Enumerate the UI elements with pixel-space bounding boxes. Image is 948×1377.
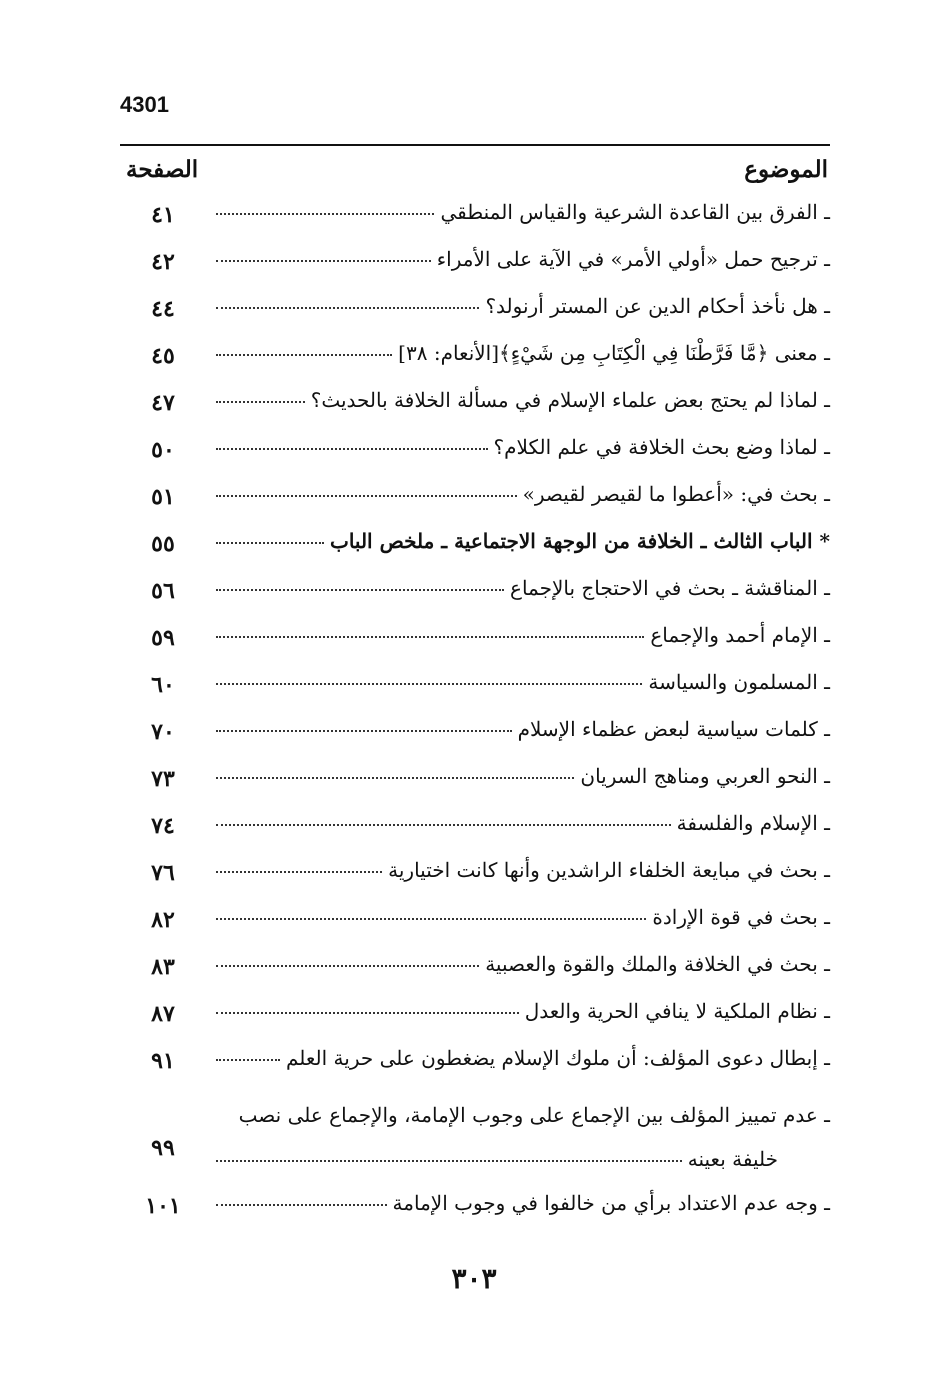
toc-row xyxy=(0,995,948,1042)
page-number: ٣٠٣ xyxy=(451,1262,497,1295)
toc-list xyxy=(0,196,948,1234)
leader-dots xyxy=(216,213,434,215)
toc-entry-text-line2: خليفة بعينه xyxy=(687,1147,778,1171)
toc-entry xyxy=(210,811,830,835)
toc-row xyxy=(0,948,948,995)
toc-page-number: ٤٢ xyxy=(151,249,175,275)
toc-entry xyxy=(210,529,830,553)
toc-entry xyxy=(210,388,830,412)
leader-dots xyxy=(216,354,392,356)
toc-entry xyxy=(210,294,830,318)
toc-page-number: ٤٤ xyxy=(151,296,175,322)
toc-entry xyxy=(210,576,830,600)
toc-row xyxy=(0,1187,948,1234)
leader-dots xyxy=(216,918,646,920)
leader-dots xyxy=(216,307,479,309)
toc-page-number: ٥٠ xyxy=(151,437,175,463)
toc-page-number: ٨٧ xyxy=(151,1001,175,1027)
toc-entry-text: ـ الفرق بين القاعدة الشرعية والقياس المنطقي xyxy=(440,200,830,224)
toc-entry-text: ـ المناقشة ـ بحث في الاحتجاج بالإجماع xyxy=(510,576,830,600)
toc-page-number: ٧٦ xyxy=(151,860,175,886)
toc-page-number: ٨٢ xyxy=(151,907,175,933)
toc-page-number: ٩٩ xyxy=(151,1135,175,1161)
toc-page-number: ٧٠ xyxy=(151,719,175,745)
leader-dots xyxy=(216,495,517,497)
toc-entry xyxy=(210,623,830,647)
toc-entry xyxy=(210,435,830,459)
toc-entry xyxy=(210,341,830,365)
toc-entry xyxy=(210,999,830,1023)
toc-entry-text: ـ المسلمون والسياسة xyxy=(648,670,830,694)
leader-dots xyxy=(216,1012,519,1014)
toc-entry-text: ـ بحث في الخلافة والملك والقوة والعصبية xyxy=(485,952,830,976)
leader-dots xyxy=(216,777,574,779)
toc-entry-text: ـ كلمات سياسية لبعض عظماء الإسلام xyxy=(517,717,830,741)
toc-row xyxy=(0,760,948,807)
toc-entry xyxy=(210,200,830,224)
toc-page-number: ٥٥ xyxy=(151,531,175,557)
toc-page-number: ٤٧ xyxy=(151,390,175,416)
toc-entry-text-line1: ـ عدم تمييز المؤلف بين الإجماع على وجوب الإمامة، والإجماع على نصب xyxy=(238,1103,830,1127)
toc-page-number: ٨٣ xyxy=(151,954,175,980)
toc-row xyxy=(0,525,948,572)
page-id: 4301 xyxy=(120,92,169,117)
leader-dots xyxy=(216,683,642,685)
toc-page-number: ٩١ xyxy=(151,1048,175,1074)
toc-entry-text: ـ النحو العربي ومناهج السريان xyxy=(580,764,830,788)
header-topic: الموضوع xyxy=(744,156,828,183)
toc-entry xyxy=(210,905,830,929)
toc-entry-text: ـ لماذا لم يحتج بعض علماء الإسلام في مسألة الخلافة بالحديث؟ xyxy=(310,388,830,412)
leader-dots xyxy=(216,730,512,732)
leader-dots xyxy=(216,260,431,262)
toc-row xyxy=(0,713,948,760)
toc-page-number: ٤١ xyxy=(151,202,175,228)
toc-entry xyxy=(210,1191,830,1215)
toc-row xyxy=(0,854,948,901)
header-rule xyxy=(120,144,830,146)
toc-row xyxy=(0,431,948,478)
toc-entry-text: ـ الإسلام والفلسفة xyxy=(676,811,830,835)
toc-row xyxy=(0,666,948,713)
toc-entry xyxy=(210,952,830,976)
toc-entry xyxy=(210,717,830,741)
toc-entry-text: ـ بحث في: «أعطوا ما لقيصر لقيصر» xyxy=(522,482,830,506)
toc-page-number: ٤٥ xyxy=(151,343,175,369)
leader-dots xyxy=(216,1160,682,1162)
toc-entry xyxy=(210,247,830,271)
toc-page-number: ٦٠ xyxy=(151,672,175,698)
toc-page-number: ٥٦ xyxy=(151,578,175,604)
toc-row xyxy=(0,807,948,854)
toc-entry xyxy=(210,764,830,788)
leader-dots xyxy=(216,1059,280,1061)
leader-dots xyxy=(216,401,305,403)
leader-dots xyxy=(216,965,479,967)
toc-row xyxy=(0,384,948,431)
leader-dots xyxy=(216,824,671,826)
toc-page-number: ٧٤ xyxy=(151,813,175,839)
toc-row xyxy=(0,1089,948,1187)
toc-row xyxy=(0,901,948,948)
toc-page-number: ٧٣ xyxy=(151,766,175,792)
toc-row xyxy=(0,478,948,525)
toc-page-number: ٥٩ xyxy=(151,625,175,651)
toc-entry xyxy=(210,858,830,882)
toc-entry-text: ـ بحث في قوة الإرادة xyxy=(652,905,830,929)
header-page: الصفحة xyxy=(126,156,199,183)
leader-dots xyxy=(216,871,382,873)
toc-entry xyxy=(210,482,830,506)
leader-dots xyxy=(216,636,644,638)
toc-entry-text: ـ نظام الملكية لا ينافي الحرية والعدل xyxy=(524,999,830,1023)
toc-entry-text: ـ ترجيح حمل «أولي الأمر» في الآية على الأمراء xyxy=(436,247,830,271)
toc-row xyxy=(0,243,948,290)
toc-entry-text: * الباب الثالث ـ الخلافة من الوجهة الاجتماعية ـ ملخص الباب xyxy=(330,529,830,553)
leader-dots xyxy=(216,1204,387,1206)
toc-entry-text: ـ لماذا وضع بحث الخلافة في علم الكلام؟ xyxy=(493,435,830,459)
toc-row xyxy=(0,290,948,337)
toc-entry-text: ـ بحث في مبايعة الخلفاء الراشدين وأنها كانت اختيارية xyxy=(388,858,830,882)
toc-row xyxy=(0,196,948,243)
toc-entry-text: ـ الإمام أحمد والإجماع xyxy=(650,623,830,647)
leader-dots xyxy=(216,589,504,591)
toc-row xyxy=(0,572,948,619)
leader-dots xyxy=(216,448,488,450)
toc-entry xyxy=(210,1093,830,1181)
toc-entry-text: ـ وجه عدم الاعتداد برأي من خالفوا في وجوب الإمامة xyxy=(392,1191,830,1215)
toc-page-number: ١٠١ xyxy=(145,1193,181,1219)
toc-row xyxy=(0,1042,948,1089)
toc-row xyxy=(0,619,948,666)
toc-entry-text: ـ هل نأخذ أحكام الدين عن المستر أرنولد؟ xyxy=(485,294,830,318)
toc-entry-text: ـ إبطال دعوى المؤلف: أن ملوك الإسلام يضغطون على حرية العلم xyxy=(285,1046,830,1070)
toc-page-number: ٥١ xyxy=(151,484,175,510)
toc-entry xyxy=(210,670,830,694)
leader-dots xyxy=(216,542,324,544)
toc-row xyxy=(0,337,948,384)
toc-entry xyxy=(210,1046,830,1070)
toc-entry-text: ـ معنى ﴿مَّا فَرَّطْنَا فِي الْكِتَابِ مِن شَيْءٍ﴾[الأنعام: ٣٨] xyxy=(398,341,830,365)
